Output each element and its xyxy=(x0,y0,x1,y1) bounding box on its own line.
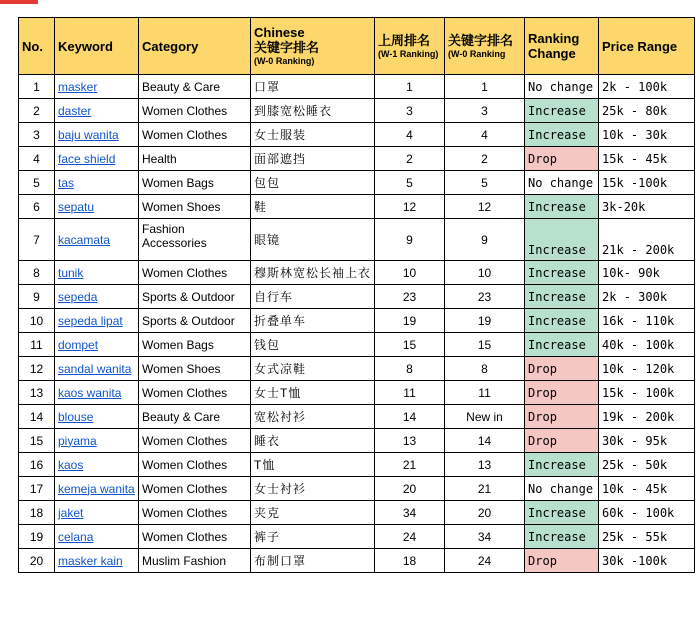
cur-rank-cell: 5 xyxy=(445,171,525,195)
header-category: Category xyxy=(139,18,251,75)
header-prev-sub: (W-1 Ranking) xyxy=(378,48,439,59)
header-chinese-sub: (W-0 Ranking) xyxy=(254,56,315,66)
keyword-link[interactable]: tunik xyxy=(58,265,84,280)
cur-rank-cell: 2 xyxy=(445,147,525,171)
cur-rank-cell: 19 xyxy=(445,309,525,333)
prev-rank-cell: 19 xyxy=(375,309,445,333)
prev-rank-cell: 12 xyxy=(375,195,445,219)
prev-rank-cell: 4 xyxy=(375,123,445,147)
chinese-keyword-cell: 到膝宽松睡衣 xyxy=(251,99,375,123)
keyword-link[interactable]: face shield xyxy=(58,151,116,166)
prev-rank-cell: 24 xyxy=(375,525,445,549)
chinese-keyword-cell: 眼镜 xyxy=(251,219,375,261)
price-range-cell: 10k - 120k xyxy=(599,357,695,381)
ranking-change-cell: Increase xyxy=(525,285,599,309)
table-row xyxy=(19,381,695,405)
keyword-cell xyxy=(55,285,139,309)
row-number: 2 xyxy=(19,99,55,123)
header-price-range: Price Range xyxy=(599,18,695,75)
table-row xyxy=(19,501,695,525)
table-row xyxy=(19,99,695,123)
header-chinese-line2: 关键字排名 xyxy=(254,40,320,55)
prev-rank-cell: 34 xyxy=(375,501,445,525)
header-chinese xyxy=(251,18,375,75)
header-change-line1: Ranking xyxy=(528,31,580,46)
prev-rank-cell: 3 xyxy=(375,99,445,123)
keyword-cell xyxy=(55,309,139,333)
ranking-change-cell: No change xyxy=(525,75,599,99)
price-range-cell: 10k- 90k xyxy=(599,261,695,285)
price-range-cell: 25k - 55k xyxy=(599,525,695,549)
keyword-link[interactable]: sepatu xyxy=(58,199,95,214)
row-number: 8 xyxy=(19,261,55,285)
prev-rank-cell: 14 xyxy=(375,405,445,429)
cur-rank-cell: 34 xyxy=(445,525,525,549)
category-cell: Fashion Accessories xyxy=(139,219,251,261)
price-range-cell: 15k -100k xyxy=(599,171,695,195)
ranking-change-cell: Increase xyxy=(525,261,599,285)
table-row xyxy=(19,195,695,219)
keyword-link[interactable]: kaos xyxy=(58,457,84,472)
cur-rank-cell: 24 xyxy=(445,549,525,573)
category-cell: Women Shoes xyxy=(139,195,251,219)
chinese-keyword-cell: 布制口罩 xyxy=(251,549,375,573)
ranking-change-cell: Increase xyxy=(525,99,599,123)
chinese-keyword-cell: 穆斯林宽松长袖上衣 xyxy=(251,261,375,285)
prev-rank-cell: 20 xyxy=(375,477,445,501)
keyword-link[interactable]: jaket xyxy=(58,505,84,520)
prev-rank-cell: 23 xyxy=(375,285,445,309)
price-range-cell: 3k-20k xyxy=(599,195,695,219)
category-cell: Sports & Outdoor xyxy=(139,285,251,309)
category-cell: Sports & Outdoor xyxy=(139,309,251,333)
price-range-cell: 30k - 95k xyxy=(599,429,695,453)
chinese-keyword-cell: 女式凉鞋 xyxy=(251,357,375,381)
ranking-change-cell: Increase xyxy=(525,219,599,261)
row-number: 9 xyxy=(19,285,55,309)
row-number: 1 xyxy=(19,75,55,99)
category-cell: Women Clothes xyxy=(139,261,251,285)
row-number: 20 xyxy=(19,549,55,573)
chinese-keyword-cell: 女士T恤 xyxy=(251,381,375,405)
header-keyword: Keyword xyxy=(55,18,139,75)
header-prev-main: 上周排名 xyxy=(378,32,431,48)
header-cur-rank xyxy=(445,18,525,75)
prev-rank-cell: 11 xyxy=(375,381,445,405)
category-cell: Beauty & Care xyxy=(139,405,251,429)
row-number: 13 xyxy=(19,381,55,405)
chinese-keyword-cell: 女士衬衫 xyxy=(251,477,375,501)
chinese-keyword-cell: T恤 xyxy=(251,453,375,477)
keyword-cell xyxy=(55,195,139,219)
price-range-cell: 2k - 300k xyxy=(599,285,695,309)
price-range-cell: 19k - 200k xyxy=(599,405,695,429)
ranking-change-cell: Increase xyxy=(525,525,599,549)
chinese-keyword-cell: 钱包 xyxy=(251,333,375,357)
prev-rank-cell: 13 xyxy=(375,429,445,453)
chinese-keyword-cell: 面部遮挡 xyxy=(251,147,375,171)
keyword-cell xyxy=(55,333,139,357)
row-number: 15 xyxy=(19,429,55,453)
keyword-link[interactable]: baju wanita xyxy=(58,127,119,142)
row-number: 19 xyxy=(19,525,55,549)
table-row xyxy=(19,429,695,453)
table-row xyxy=(19,219,695,261)
keyword-cell xyxy=(55,75,139,99)
keyword-link[interactable]: sepeda lipat xyxy=(58,313,123,328)
ranking-change-cell: Increase xyxy=(525,333,599,357)
table-row xyxy=(19,549,695,573)
cur-rank-cell: 23 xyxy=(445,285,525,309)
price-range-cell: 21k - 200k xyxy=(599,219,695,261)
prev-rank-cell: 9 xyxy=(375,219,445,261)
cur-rank-cell: 14 xyxy=(445,429,525,453)
keyword-link[interactable]: kemeja wanita xyxy=(58,481,135,496)
category-cell: Beauty & Care xyxy=(139,75,251,99)
row-number: 16 xyxy=(19,453,55,477)
cur-rank-cell: 12 xyxy=(445,195,525,219)
chinese-keyword-cell: 女士服装 xyxy=(251,123,375,147)
prev-rank-cell: 1 xyxy=(375,75,445,99)
keyword-cell xyxy=(55,525,139,549)
cur-rank-cell: 15 xyxy=(445,333,525,357)
price-range-cell: 25k - 80k xyxy=(599,99,695,123)
price-range-cell: 60k - 100k xyxy=(599,501,695,525)
row-number: 12 xyxy=(19,357,55,381)
header-chinese-line1: Chinese xyxy=(254,25,305,40)
keyword-cell xyxy=(55,477,139,501)
keyword-ranking-table xyxy=(18,17,695,573)
ranking-change-cell: Drop xyxy=(525,357,599,381)
ranking-change-cell: Drop xyxy=(525,549,599,573)
row-number: 5 xyxy=(19,171,55,195)
prev-rank-cell: 8 xyxy=(375,357,445,381)
ranking-change-cell: Increase xyxy=(525,123,599,147)
ranking-change-cell: Increase xyxy=(525,309,599,333)
row-number: 6 xyxy=(19,195,55,219)
table-row xyxy=(19,309,695,333)
keyword-link[interactable]: daster xyxy=(58,103,92,118)
price-range-cell: 30k -100k xyxy=(599,549,695,573)
category-cell: Women Clothes xyxy=(139,123,251,147)
chinese-keyword-cell: 自行车 xyxy=(251,285,375,309)
table-row xyxy=(19,171,695,195)
prev-rank-cell: 18 xyxy=(375,549,445,573)
table-row xyxy=(19,357,695,381)
prev-rank-cell: 21 xyxy=(375,453,445,477)
keyword-link[interactable]: dompet xyxy=(58,337,99,352)
cur-rank-cell: 8 xyxy=(445,357,525,381)
keyword-cell xyxy=(55,357,139,381)
price-range-cell: 40k - 100k xyxy=(599,333,695,357)
price-range-cell: 15k - 45k xyxy=(599,147,695,171)
keyword-link[interactable]: tas xyxy=(58,175,75,190)
table-row xyxy=(19,285,695,309)
cur-rank-cell: 10 xyxy=(445,261,525,285)
row-number: 11 xyxy=(19,333,55,357)
keyword-cell xyxy=(55,99,139,123)
row-number: 10 xyxy=(19,309,55,333)
chinese-keyword-cell: 睡衣 xyxy=(251,429,375,453)
row-number: 14 xyxy=(19,405,55,429)
table-row xyxy=(19,147,695,171)
cur-rank-cell: 21 xyxy=(445,477,525,501)
category-cell: Women Clothes xyxy=(139,525,251,549)
cur-rank-cell: 11 xyxy=(445,381,525,405)
price-range-cell: 25k - 50k xyxy=(599,453,695,477)
category-cell: Women Clothes xyxy=(139,429,251,453)
price-range-cell: 16k - 110k xyxy=(599,309,695,333)
chinese-keyword-cell: 裤子 xyxy=(251,525,375,549)
keyword-link[interactable]: masker kain xyxy=(58,553,123,568)
ranking-change-cell: No change xyxy=(525,171,599,195)
chinese-keyword-cell: 鞋 xyxy=(251,195,375,219)
category-cell: Women Clothes xyxy=(139,477,251,501)
cur-rank-cell: 20 xyxy=(445,501,525,525)
category-cell: Muslim Fashion xyxy=(139,549,251,573)
ranking-change-cell: Increase xyxy=(525,195,599,219)
header-no: No. xyxy=(19,18,55,75)
cur-rank-cell: 9 xyxy=(445,219,525,261)
keyword-link[interactable]: sandal wanita xyxy=(58,361,132,376)
category-cell: Women Shoes xyxy=(139,357,251,381)
ranking-change-cell: Drop xyxy=(525,405,599,429)
header-change-line2: Change xyxy=(528,46,576,61)
keyword-cell xyxy=(55,123,139,147)
header-row xyxy=(19,18,695,75)
cur-rank-cell: 3 xyxy=(445,99,525,123)
category-cell: Women Clothes xyxy=(139,381,251,405)
header-prev-rank xyxy=(375,18,445,75)
keyword-cell xyxy=(55,261,139,285)
category-cell: Women Bags xyxy=(139,171,251,195)
ranking-change-cell: Drop xyxy=(525,147,599,171)
price-range-cell: 2k - 100k xyxy=(599,75,695,99)
keyword-cell xyxy=(55,405,139,429)
keyword-link[interactable]: celana xyxy=(58,529,94,544)
cur-rank-cell: 13 xyxy=(445,453,525,477)
category-cell: Women Clothes xyxy=(139,453,251,477)
table-row xyxy=(19,123,695,147)
header-cur-main: 关键字排名 xyxy=(448,32,514,48)
row-number: 7 xyxy=(19,219,55,261)
chinese-keyword-cell: 夹克 xyxy=(251,501,375,525)
keyword-link[interactable]: masker xyxy=(58,79,98,94)
table-row xyxy=(19,75,695,99)
chinese-keyword-cell: 包包 xyxy=(251,171,375,195)
price-range-cell: 15k - 100k xyxy=(599,381,695,405)
ranking-change-cell: Increase xyxy=(525,501,599,525)
prev-rank-cell: 2 xyxy=(375,147,445,171)
header-cur-sub: (W-0 Ranking xyxy=(448,48,506,59)
keyword-cell xyxy=(55,171,139,195)
row-number: 17 xyxy=(19,477,55,501)
keyword-cell xyxy=(55,147,139,171)
keyword-cell xyxy=(55,381,139,405)
chinese-keyword-cell: 宽松衬衫 xyxy=(251,405,375,429)
ranking-change-cell: Drop xyxy=(525,429,599,453)
table-row xyxy=(19,333,695,357)
cur-rank-cell: 1 xyxy=(445,75,525,99)
keyword-link[interactable]: kaos wanita xyxy=(58,385,122,400)
table-row xyxy=(19,405,695,429)
category-cell: Health xyxy=(139,147,251,171)
cur-rank-cell: 4 xyxy=(445,123,525,147)
table-row xyxy=(19,453,695,477)
ranking-change-cell: Increase xyxy=(525,453,599,477)
prev-rank-cell: 15 xyxy=(375,333,445,357)
ranking-change-cell: No change xyxy=(525,477,599,501)
keyword-cell xyxy=(55,429,139,453)
prev-rank-cell: 5 xyxy=(375,171,445,195)
table-body xyxy=(19,75,695,573)
keyword-cell xyxy=(55,453,139,477)
row-number: 18 xyxy=(19,501,55,525)
table-row xyxy=(19,525,695,549)
table-row xyxy=(19,477,695,501)
chinese-keyword-cell: 口罩 xyxy=(251,75,375,99)
chinese-keyword-cell: 折叠单车 xyxy=(251,309,375,333)
keyword-cell xyxy=(55,501,139,525)
price-range-cell: 10k - 30k xyxy=(599,123,695,147)
keyword-link[interactable]: sepeda xyxy=(58,289,98,304)
prev-rank-cell: 10 xyxy=(375,261,445,285)
keyword-cell xyxy=(55,219,139,261)
row-number: 3 xyxy=(19,123,55,147)
category-cell: Women Bags xyxy=(139,333,251,357)
row-number: 4 xyxy=(19,147,55,171)
category-cell: Women Clothes xyxy=(139,501,251,525)
cur-rank-cell: New in xyxy=(445,405,525,429)
top-accent-mark xyxy=(0,0,38,4)
keyword-cell xyxy=(55,549,139,573)
ranking-change-cell: Drop xyxy=(525,381,599,405)
keyword-link[interactable]: piyama xyxy=(58,433,97,448)
category-cell: Women Clothes xyxy=(139,99,251,123)
keyword-link[interactable]: blouse xyxy=(58,409,94,424)
table-row xyxy=(19,261,695,285)
price-range-cell: 10k - 45k xyxy=(599,477,695,501)
keyword-link[interactable]: kacamata xyxy=(58,232,111,247)
header-ranking-change xyxy=(525,18,599,75)
